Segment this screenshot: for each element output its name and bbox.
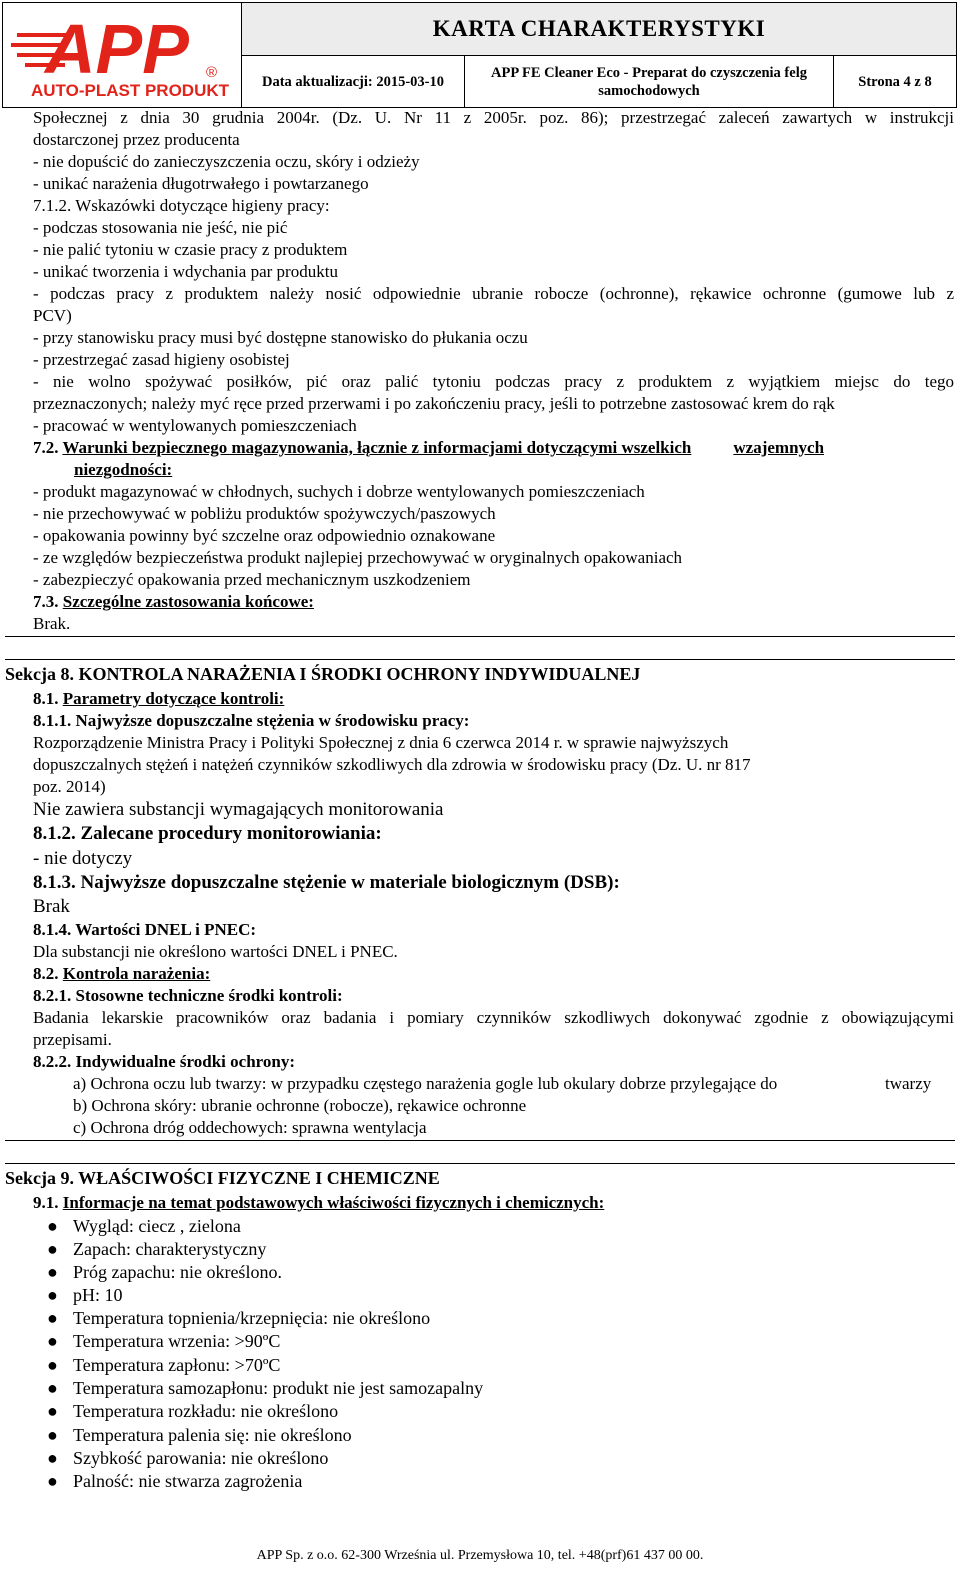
- text-line: - opakowania powinny być szczelne oraz odpowiednio oznakowane: [33, 526, 496, 545]
- document-header: [2, 2, 957, 108]
- text-line: - nie przechowywać w pobliżu produktów spożywczych/paszowych: [33, 504, 496, 523]
- bullet-icon: ●: [47, 1355, 58, 1375]
- bullet-icon: ●: [47, 1448, 58, 1468]
- text-line: poz. 2014): [33, 777, 106, 796]
- heading-8-1-3: 8.1.3. Najwyższe dopuszczalne stężenie w materiale biologicznym (DSB):: [33, 872, 620, 893]
- text-line: Dla substancji nie określono wartości DNEL i PNEC.: [33, 942, 398, 961]
- company-logo: [3, 3, 242, 107]
- property-text: Temperatura topnienia/krzepnięcia: nie określono: [73, 1308, 431, 1328]
- text-line: - nie dopuścić do zanieczyszczenia oczu, skóry i odzieży: [33, 152, 420, 171]
- update-date: Data aktualizacji: 2015-03-10: [242, 56, 465, 107]
- heading-9-1: [33, 1192, 954, 1214]
- bullet-icon: ●: [47, 1378, 58, 1398]
- property-text: Palność: nie stwarza zagrożenia: [73, 1471, 303, 1491]
- heading-number: 7.2.: [33, 438, 59, 457]
- property-text: Temperatura zapłonu: >70ºC: [73, 1355, 281, 1375]
- section-9-title: Sekcja 9. WŁAŚCIWOŚCI FIZYCZNE I CHEMICZNE: [5, 1168, 440, 1188]
- heading-text: Parametry dotyczące kontroli:: [62, 689, 285, 708]
- property-item: [47, 1238, 266, 1260]
- text-line: dopuszczalnych stężeń i natężeń czynników szkodliwych dla zdrowia w środowisku pracy (Dz. U. nr 817: [33, 755, 751, 774]
- divider: [5, 636, 955, 637]
- property-text: Temperatura palenia się: nie określono: [73, 1425, 352, 1445]
- property-item: [47, 1284, 123, 1306]
- property-text: Wygląd: ciecz , zielona: [73, 1216, 241, 1236]
- heading-number: 8.2.: [33, 964, 59, 983]
- heading-8-1-2: 8.1.2. Zalecane procedury monitorowiania:: [33, 823, 382, 844]
- text-line: Badania lekarskie pracowników oraz badania i pomiary czynników szkodliwych dokonywać zgodnie z obowiązującymi: [33, 1008, 954, 1027]
- document-title: KARTA CHARAKTERYSTYKI: [242, 3, 956, 56]
- heading-text-cont: wzajemnych: [733, 438, 825, 457]
- property-text: Temperatura rozkładu: nie określono: [73, 1401, 339, 1421]
- heading-text: Szczególne zastosowania końcowe:: [62, 592, 314, 611]
- property-item: [47, 1307, 430, 1329]
- bullet-icon: ●: [47, 1425, 58, 1445]
- text-line: - unikać tworzenia i wdychania par produktu: [33, 262, 338, 281]
- property-text: Temperatura samozapłonu: produkt nie jest samozapalny: [73, 1378, 484, 1398]
- protection-skin: b) Ochrona skóry: ubranie ochronne (robocze), rękawice ochronne: [73, 1096, 527, 1115]
- property-item: [47, 1261, 282, 1283]
- property-item: [47, 1330, 280, 1352]
- divider: [5, 1140, 955, 1141]
- heading-8-2-1: 8.2.1. Stosowne techniczne środki kontroli:: [33, 986, 343, 1005]
- text-line: Brak.: [33, 614, 71, 633]
- divider: [5, 1163, 955, 1164]
- heading-8-1-4: 8.1.4. Wartości DNEL i PNEC:: [33, 920, 257, 939]
- heading-text: Informacje na temat podstawowych właściwości fizycznych i chemicznych:: [62, 1193, 605, 1212]
- bullet-icon: ●: [47, 1401, 58, 1421]
- heading-text: Kontrola narażenia:: [62, 964, 211, 983]
- text-line: Społecznej z dnia 30 grudnia 2004r. (Dz. U. Nr 11 z 2005r. poz. 86); przestrzegać zaleceń zawartych w instrukcji: [33, 108, 954, 127]
- heading-7-2: [33, 437, 954, 459]
- property-item: [47, 1354, 280, 1376]
- text-line: PCV): [33, 306, 72, 325]
- bullet-icon: ●: [47, 1285, 58, 1305]
- bullet-icon: ●: [47, 1239, 58, 1259]
- property-text: Szybkość parowania: nie określono: [73, 1448, 329, 1468]
- property-item: [47, 1447, 328, 1469]
- text-line: - podczas stosowania nie jeść, nie pić: [33, 218, 288, 237]
- protection-eyes-text-cont: twarzy: [885, 1074, 932, 1093]
- property-text: Zapach: charakterystyczny: [73, 1239, 267, 1259]
- text-line: - nie wolno spożywać posiłków, pić oraz palić tytoniu podczas pracy z produktem z wyjątkiem miejsc do tego: [33, 372, 954, 391]
- bullet-icon: ●: [47, 1262, 58, 1282]
- heading-8-2: [33, 963, 954, 985]
- registered-mark: ®: [206, 64, 218, 81]
- text-line: przepisami.: [33, 1030, 112, 1049]
- bullet-icon: ●: [47, 1331, 58, 1351]
- text-line: dostarczonej przez producenta: [33, 130, 240, 149]
- protection-respiratory: c) Ochrona dróg oddechowych: sprawna wentylacja: [73, 1118, 427, 1137]
- heading-7-3: [33, 591, 954, 613]
- heading-number: 9.1.: [33, 1193, 59, 1212]
- property-item: [47, 1377, 483, 1399]
- logo-text: APP: [45, 10, 189, 88]
- subsection-heading: 7.1.2. Wskazówki dotyczące higieny pracy:: [33, 196, 330, 215]
- text-line: - produkt magazynować w chłodnych, suchych i dobrze wentylowanych pomieszczeniach: [33, 482, 645, 501]
- property-item: [47, 1215, 241, 1237]
- text-line: przeznaczonych; należy myć ręce przed przerwami i po zakończeniu pracy, jeśli to potrzebne zastosować krem do rąk: [33, 394, 835, 413]
- logo-subtitle: AUTO-PLAST PRODUKT: [31, 81, 230, 100]
- heading-8-1: [33, 688, 954, 710]
- text-line: - nie dotyczy: [33, 848, 133, 869]
- text-line: Brak: [33, 896, 70, 917]
- heading-number: 7.3.: [33, 592, 59, 611]
- divider: [5, 659, 955, 660]
- page-footer: APP Sp. z o.o. 62-300 Września ul. Przemysłowa 10, tel. +48(prf)61 437 00 00.: [256, 1548, 704, 1563]
- heading-8-1-1: 8.1.1. Najwyższe dopuszczalne stężenia w środowisku pracy:: [33, 711, 470, 730]
- protection-eyes-text: a) Ochrona oczu lub twarzy: w przypadku częstego narażenia gogle lub okulary dobrze przylegające do: [73, 1074, 778, 1093]
- text-line: - przy stanowisku pracy musi być dostępne stanowisko do płukania oczu: [33, 328, 528, 347]
- heading-7-2-cont: niezgodności:: [74, 460, 173, 479]
- text-line: Nie zawiera substancji wymagających monitorowania: [33, 799, 444, 820]
- property-item: [47, 1470, 302, 1492]
- protection-eyes: [73, 1073, 954, 1095]
- text-line: - przestrzegać zasad higieny osobistej: [33, 350, 290, 369]
- property-item: [47, 1400, 338, 1422]
- text-line: - nie palić tytoniu w czasie pracy z produktem: [33, 240, 348, 259]
- text-line: - podczas pracy z produktem należy nosić odpowiednie ubranie robocze (ochronne), rękawice ochronne (gumowe lub z: [33, 284, 954, 303]
- text-line: - zabezpieczyć opakowania przed mechanicznym uszkodzeniem: [33, 570, 471, 589]
- text-line: - unikać narażenia długotrwałego i powtarzanego: [33, 174, 369, 193]
- product-name: APP FE Cleaner Eco - Preparat do czyszczenia felg samochodowych: [465, 56, 834, 107]
- logo-graphic: [3, 3, 241, 107]
- heading-8-2-2: 8.2.2. Indywidualne środki ochrony:: [33, 1052, 295, 1071]
- heading-number: 8.1.: [33, 689, 59, 708]
- property-item: [47, 1424, 352, 1446]
- text-line: Rozporządzenie Ministra Pracy i Polityki Społecznej z dnia 6 czerwca 2014 r. w sprawie najwyższych: [33, 733, 729, 752]
- property-text: pH: 10: [73, 1285, 123, 1305]
- bullet-icon: ●: [47, 1471, 58, 1491]
- text-line: - pracować w wentylowanych pomieszczeniach: [33, 416, 357, 435]
- heading-text: Warunki bezpiecznego magazynowania, łącznie z informacjami dotyczącymi wszelkich: [62, 438, 692, 457]
- bullet-icon: ●: [47, 1308, 58, 1328]
- bullet-icon: ●: [47, 1216, 58, 1236]
- property-text: Temperatura wrzenia: >90ºC: [73, 1331, 281, 1351]
- page-number: Strona 4 z 8: [858, 73, 932, 90]
- text-line: - ze względów bezpieczeństwa produkt najlepiej przechowywać w oryginalnych opakowaniach: [33, 548, 683, 567]
- section-8-title: Sekcja 8. KONTROLA NARAŻENIA I ŚRODKI OCHRONY INDYWIDUALNEJ: [5, 664, 641, 684]
- property-text: Próg zapachu: nie określono.: [73, 1262, 282, 1282]
